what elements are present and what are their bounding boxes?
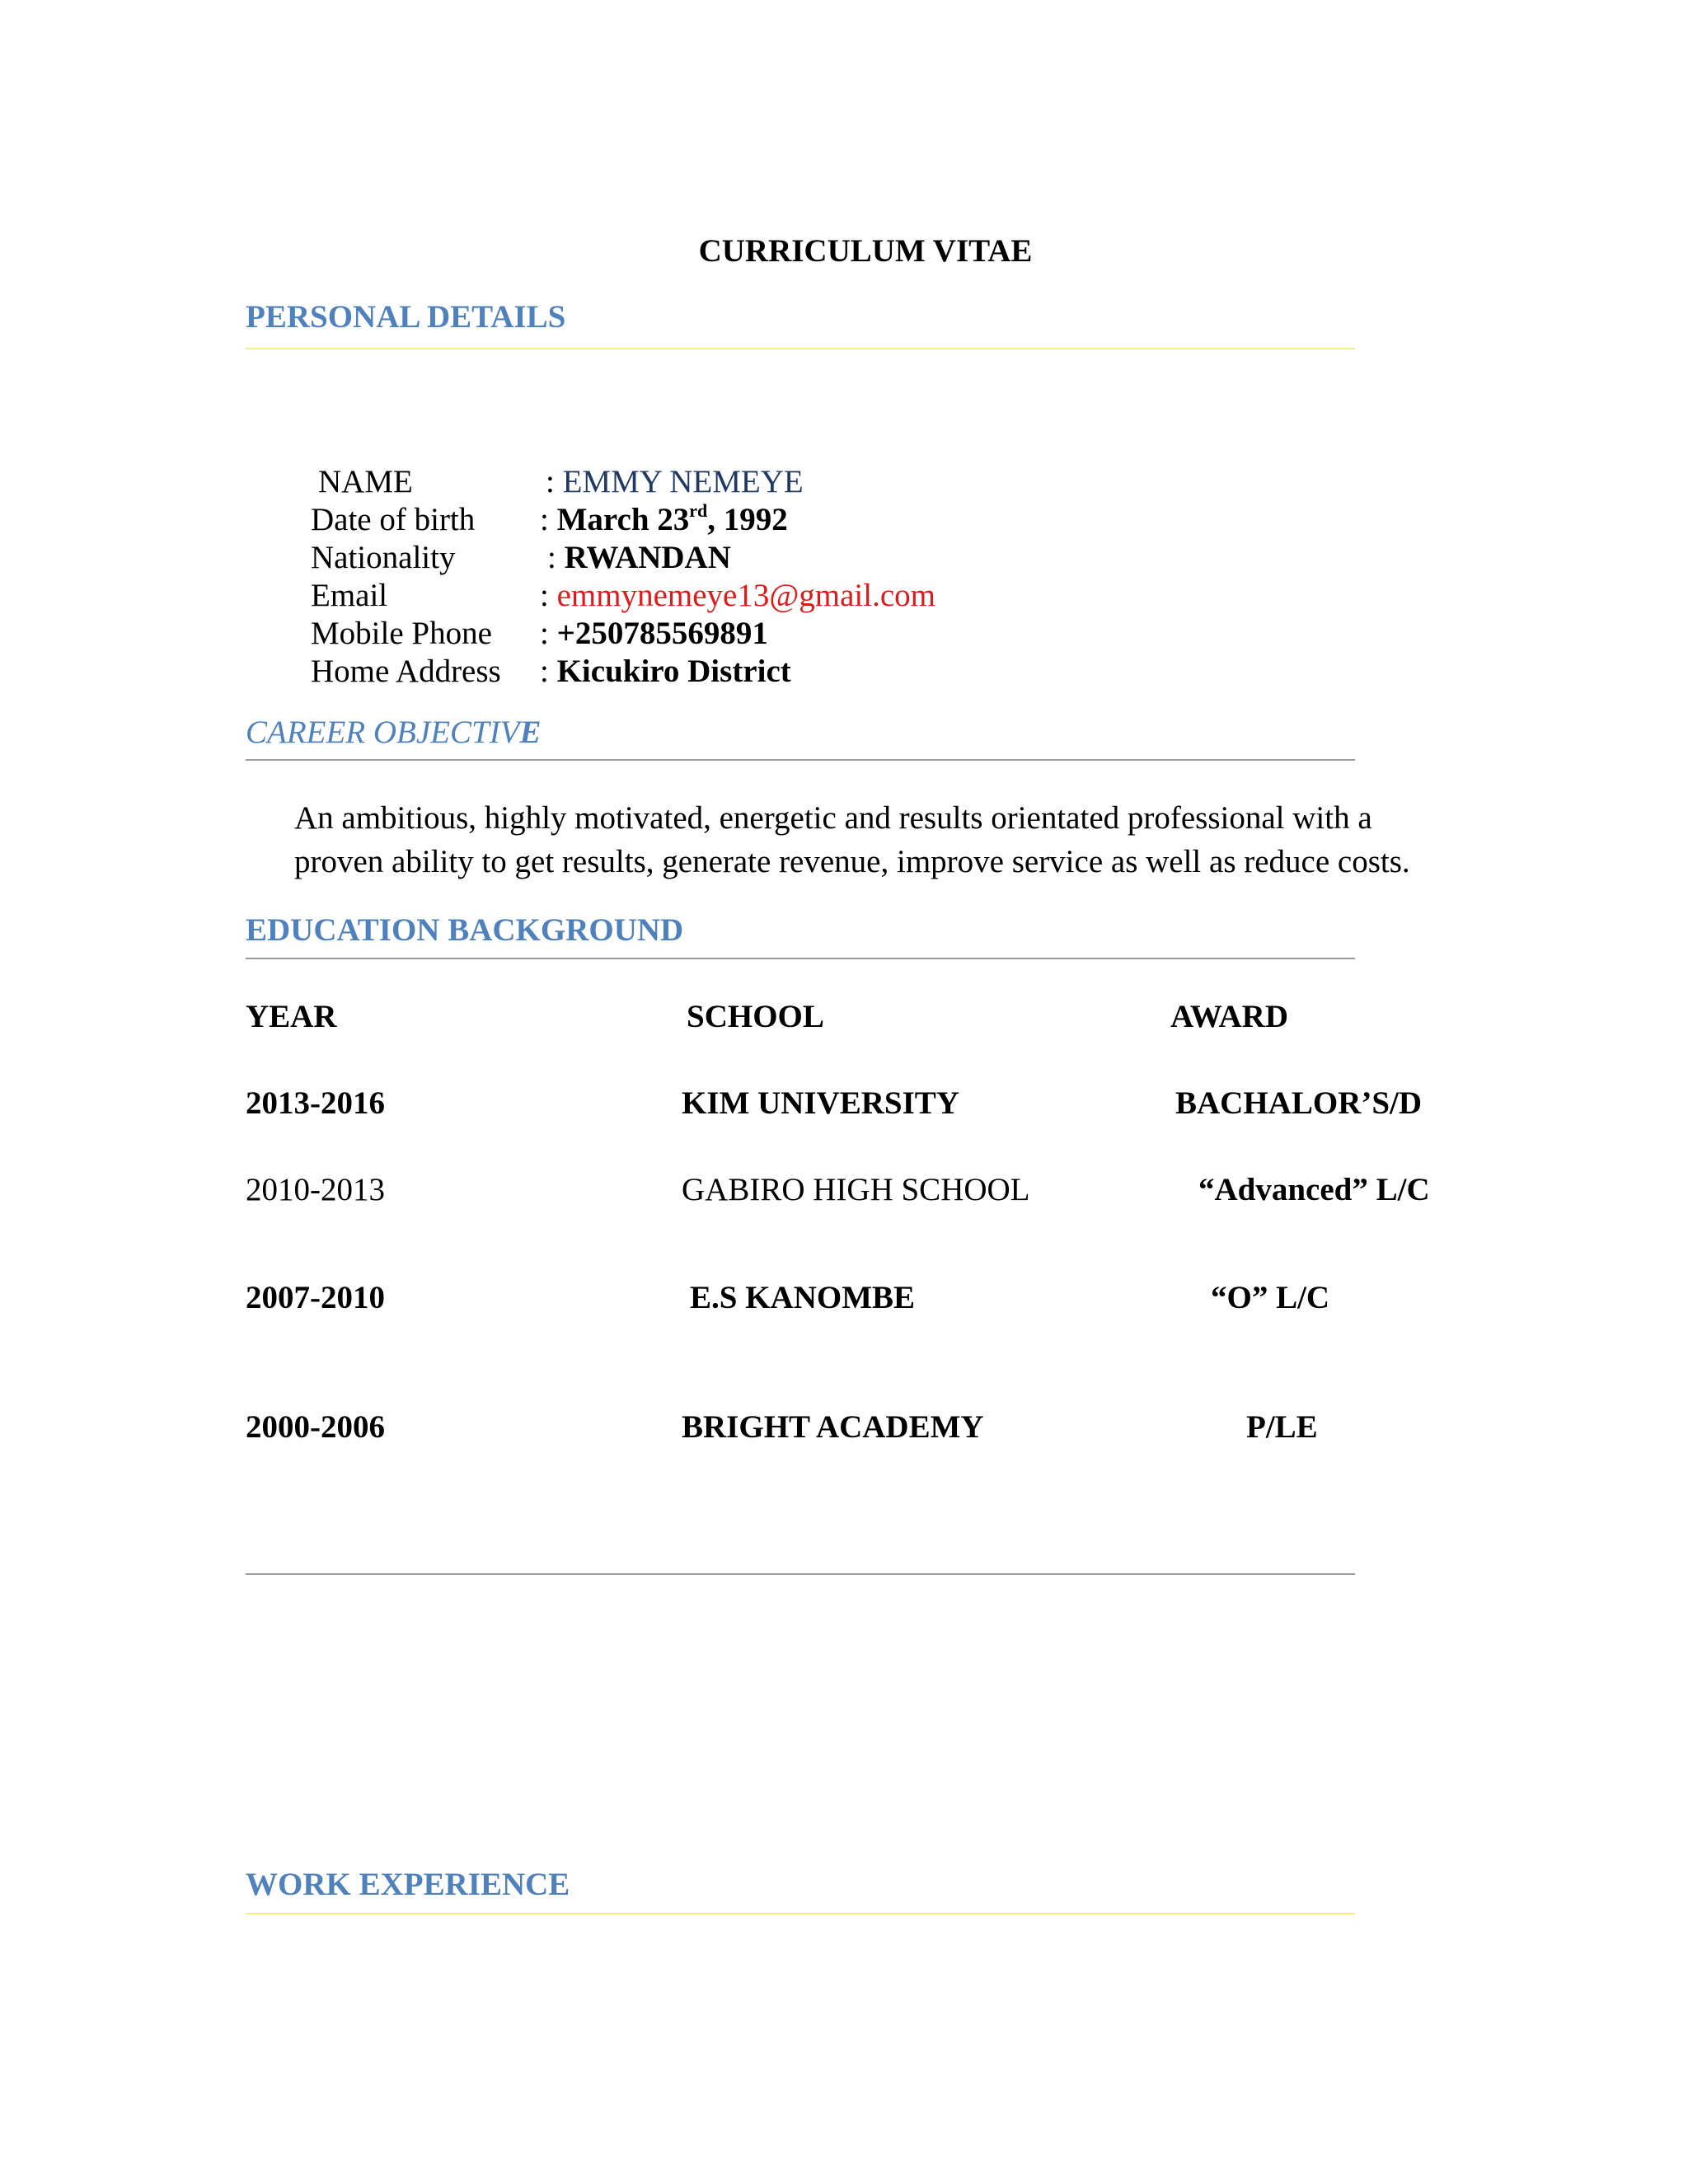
personal-details-rule	[246, 348, 1355, 349]
separator: :	[546, 464, 555, 499]
table-row-year: 2010-2013	[246, 1172, 385, 1207]
work-experience-heading: WORK EXPERIENCE	[246, 1867, 570, 1902]
mobile-phone-text: +250785569891	[556, 616, 768, 651]
table-row-award: BACHALOR’S/D	[1175, 1085, 1423, 1121]
career-objective-text: An ambitious, highly motivated, energetic and results orientated professional with a proven ability to get results, generate revenue, improve service as well as reduce costs.	[294, 800, 1410, 879]
table-row-school: GABIRO HIGH SCHOOL	[682, 1172, 1030, 1207]
career-objective-rule	[246, 759, 1355, 761]
name-text: EMMY NEMEYE	[562, 464, 804, 499]
name-label: NAME	[318, 464, 413, 499]
table-row-award: “O” L/C	[1211, 1280, 1330, 1315]
email-link[interactable]: emmynemeye13@gmail.com	[556, 578, 935, 613]
personal-details-heading: PERSONAL DETAILS	[246, 299, 566, 335]
separator: :	[540, 502, 549, 537]
education-heading: EDUCATION BACKGROUND	[246, 912, 684, 948]
dob-text: March 23rd, 1992	[556, 500, 788, 537]
table-row-award: P/LE	[1246, 1409, 1318, 1445]
education-rule	[246, 958, 1355, 959]
name-value	[546, 463, 804, 500]
separator: :	[540, 616, 549, 651]
table-row-school: BRIGHT ACADEMY	[682, 1409, 984, 1445]
mobile-phone-label: Mobile Phone	[311, 616, 492, 651]
table-row-award: “Advanced” L/C	[1198, 1172, 1430, 1207]
education-end-rule	[246, 1573, 1355, 1575]
separator: :	[540, 654, 549, 689]
email-value	[540, 577, 935, 614]
table-row-school: KIM UNIVERSITY	[682, 1085, 959, 1121]
document-title: CURRICULUM VITAE	[698, 233, 1033, 269]
home-address-value	[540, 653, 791, 690]
table-row-year: 2000-2006	[246, 1409, 385, 1445]
nationality-text: RWANDAN	[564, 540, 731, 575]
column-header-award: AWARD	[1170, 999, 1289, 1034]
dob-label: Date of birth	[311, 502, 476, 537]
email-label: Email	[311, 578, 388, 613]
dob-value	[540, 501, 788, 538]
home-address-text: Kicukiro District	[556, 654, 791, 689]
column-header-year: YEAR	[246, 999, 337, 1034]
table-row-school: E.S KANOMBE	[690, 1280, 916, 1315]
table-row-year: 2013-2016	[246, 1085, 385, 1121]
work-experience-rule	[246, 1913, 1355, 1915]
table-row-year: 2007-2010	[246, 1280, 385, 1315]
nationality-value	[547, 539, 731, 576]
column-header-school: SCHOOL	[687, 999, 824, 1034]
home-address-label: Home Address	[311, 654, 501, 689]
career-objective-heading: CAREER OBJECTIVE	[246, 715, 542, 750]
separator: :	[547, 540, 556, 575]
separator: :	[540, 578, 549, 613]
mobile-phone-value	[540, 615, 768, 652]
nationality-label: Nationality	[311, 540, 456, 575]
